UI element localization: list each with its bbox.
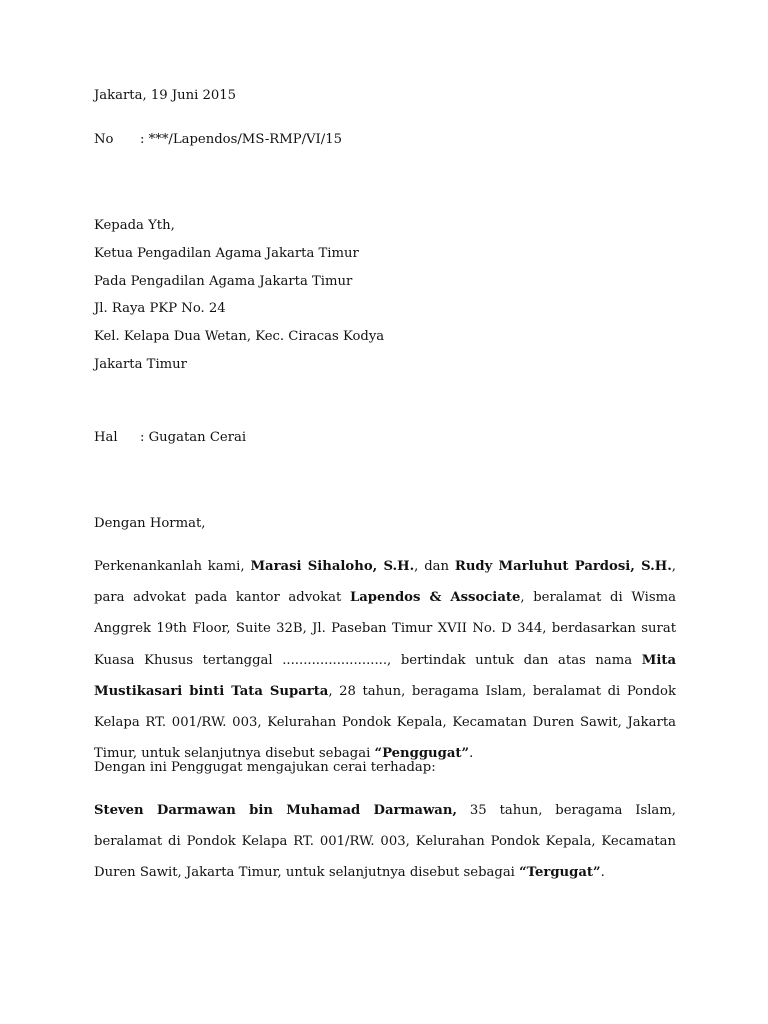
recipient-line-2: Ketua Pengadilan Agama Jakarta Timur [94,246,359,261]
recipient-line-5: Kel. Kelapa Dua Wetan, Kec. Ciracas Kodya [94,329,385,344]
intro-text-4: , beralamat di Wisma Anggrek 19th Floor, Suite 32B, Jl. Paseban Timur XVII No. D 344, berdasarkan surat Kuasa Khusus tertanggal ........................., bertindak untuk dan atas nama [94,590,677,668]
letter-number-label: No [94,132,114,147]
subject-value: : Gugatan Cerai [140,430,247,445]
advocate-name-1: Marasi Sihaloho, S.H. [250,559,415,574]
law-firm-name: Lapendos & Associate [349,590,521,606]
subject-label: Hal [94,430,118,445]
plaintiff-name: Mita Mustikasari binti Tata Suparta [94,652,676,699]
recipient-line-4: Jl. Raya PKP No. 24 [94,301,226,316]
intro-text-5: , 28 tahun, beragama Islam, beralamat di Pondok Kelapa RT. 001/RW. 003, Kelurahan Pondok Kepala, Kecamatan Duren Sawit, Jakarta Timur, untuk selanjutnya disebut sebagai [94,683,676,762]
letter-date: Jakarta, 19 Juni 2015 [94,88,237,103]
defendant-term: “Tergugat” [519,865,601,881]
defendant-text-1: 35 tahun, beragama Islam, beralamat di Pondok Kelapa RT. 001/RW. 003, Kelurahan Pondok Kepala, Kecamatan Duren Sawit, Jakarta Timur, untuk selanjutnya disebut sebagai [94,803,676,881]
intro-text-2: , dan [414,559,455,574]
defendant-text-2: . [600,865,605,881]
paragraph-filing: Dengan ini Penggugat mengajukan cerai terhadap: [94,760,436,775]
subject-line [94,429,246,447]
defendant-name: Steven Darmawan bin Muhamad Darmawan, [94,803,458,818]
intro-text-6: . [469,746,474,762]
plaintiff-term: “Penggugat” [374,746,470,762]
advocate-name-2: Rudy Marluhut Pardosi, S.H. [454,559,672,574]
recipient-line-6: Jakarta Timur [94,357,187,372]
intro-text-3: , para advokat pada kantor advokat [94,559,676,606]
paragraph-defendant [94,795,676,889]
intro-text-1: Perkenankanlah kami, [94,559,251,574]
recipient-line-3: Pada Pengadilan Agama Jakarta Timur [94,274,353,289]
paragraph-introduction [94,551,676,769]
salutation: Dengan Hormat, [94,516,206,531]
letter-number-value: : ***/Lapendos/MS-RMP/VI/15 [140,132,342,147]
recipient-line-1: Kepada Yth, [94,218,175,233]
letter-number [94,131,342,149]
